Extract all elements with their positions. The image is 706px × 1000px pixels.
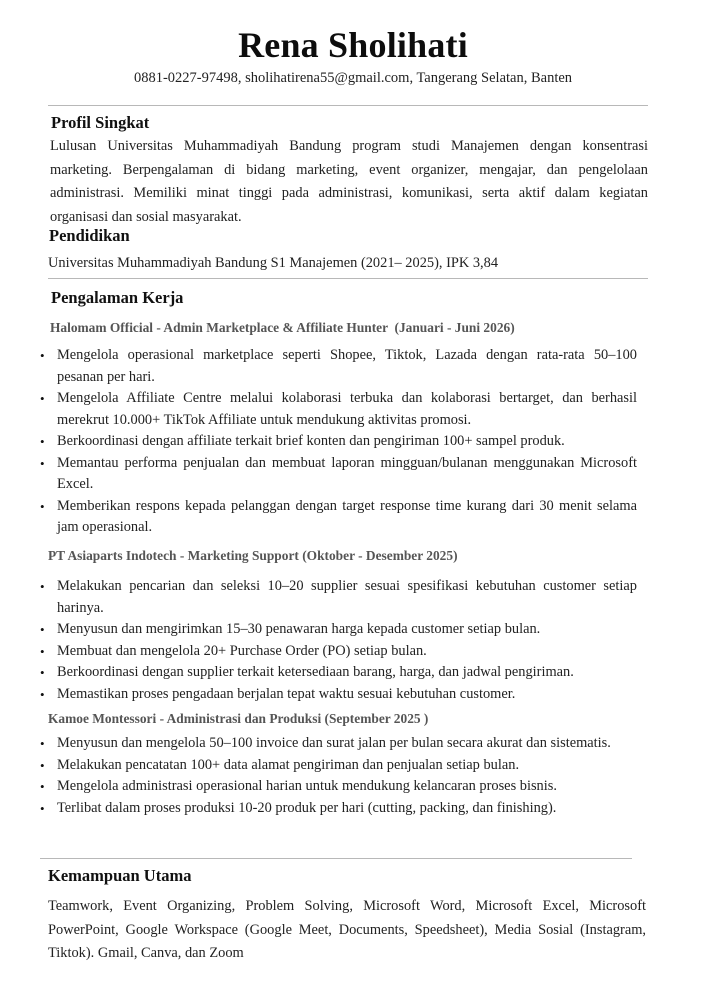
- kemampuan-text: Teamwork, Event Organizing, Problem Solving, Microsoft Word, Microsoft Excel, Microsoft PowerPoint, Google Workspace (Google Meet, Documents, Speedsheet), Media Sosial (Instagram, Tiktok). Gmail, Canva, dan Zoom: [48, 898, 646, 961]
- job-bullets: [31, 733, 637, 819]
- list-item: • Berkoordinasi dengan affiliate terkait brief konten dan pengiriman 100+ sampel produk.: [31, 431, 637, 453]
- job-title: PT Asiaparts Indotech - Marketing Support (Oktober - Desember 2025): [48, 548, 458, 563]
- list-item: • Terlibat dalam proses produksi 10-20 produk per hari (cutting, packing, dan finishing).: [31, 798, 637, 820]
- list-item: • Melakukan pencarian dan seleksi 10–20 supplier sesuai spesifikasi kebutuhan customer setiap harinya.: [31, 576, 637, 619]
- list-item: • Mengelola Affiliate Centre melalui kolaborasi terbuka dan kolaborasi bertarget, dan berhasil merekrut 10.000+ TikTok Affiliate untuk mendukung aktivitas promosi.: [31, 388, 637, 431]
- contact-info: 0881-0227-97498, sholihatirena55@gmail.com, Tangerang Selatan, Banten: [133, 70, 573, 86]
- job-bullets: [31, 576, 637, 705]
- section-title-kemampuan: Kemampuan Utama: [48, 866, 192, 885]
- divider: [40, 858, 632, 859]
- candidate-name: Rena Sholihati: [238, 25, 468, 65]
- list-item: • Melakukan pencatatan 100+ data alamat pengiriman dan penjualan setiap bulan.: [31, 755, 637, 777]
- section-title-profil: Profil Singkat: [51, 113, 150, 132]
- job-bullets: [31, 345, 637, 539]
- list-item: • Menyusun dan mengelola 50–100 invoice dan surat jalan per bulan secara akurat dan sistematis.: [31, 733, 637, 755]
- list-item: • Mengelola administrasi operasional harian untuk mendukung kelancaran proses bisnis.: [31, 776, 637, 798]
- list-item: • Berkoordinasi dengan supplier terkait ketersediaan barang, harga, dan jadwal pengiriman.: [31, 662, 637, 684]
- divider: [48, 278, 648, 279]
- divider: [48, 105, 648, 106]
- section-title-pendidikan: Pendidikan: [49, 226, 130, 245]
- job-title: Halomam Official - Admin Marketplace & Affiliate Hunter (Januari - Juni 2026): [50, 320, 515, 335]
- list-item: • Mengelola operasional marketplace seperti Shopee, Tiktok, Lazada dengan rata-rata 50–100 pesanan per hari.: [31, 345, 637, 388]
- list-item: • Memberikan respons kepada pelanggan dengan target response time kurang dari 30 menit selama jam operasional.: [31, 496, 637, 539]
- profil-text: Lulusan Universitas Muhammadiyah Bandung program studi Manajemen dengan konsentrasi marketing. Berpengalaman di bidang marketing, event organizer, mengajar, dan pengelolaan administrasi. Memiliki minat tinggi pada administrasi, komunikasi, serta aktif dalam kegiatan organisasi dan sosial masyarakat.: [50, 138, 648, 225]
- job-title: Kamoe Montessori - Administrasi dan Produksi (September 2025 ): [48, 711, 429, 726]
- pendidikan-text: Universitas Muhammadiyah Bandung S1 Manajemen (2021– 2025), IPK 3,84: [48, 255, 499, 271]
- list-item: • Memastikan proses pengadaan berjalan tepat waktu sesuai kebutuhan customer.: [31, 684, 637, 706]
- list-item: • Membuat dan mengelola 20+ Purchase Order (PO) setiap bulan.: [31, 641, 637, 663]
- list-item: • Menyusun dan mengirimkan 15–30 penawaran harga kepada customer setiap bulan.: [31, 619, 637, 641]
- section-title-pengalaman: Pengalaman Kerja: [51, 288, 184, 307]
- list-item: • Memantau performa penjualan dan membuat laporan mingguan/bulanan menggunakan Microsoft Excel.: [31, 453, 637, 496]
